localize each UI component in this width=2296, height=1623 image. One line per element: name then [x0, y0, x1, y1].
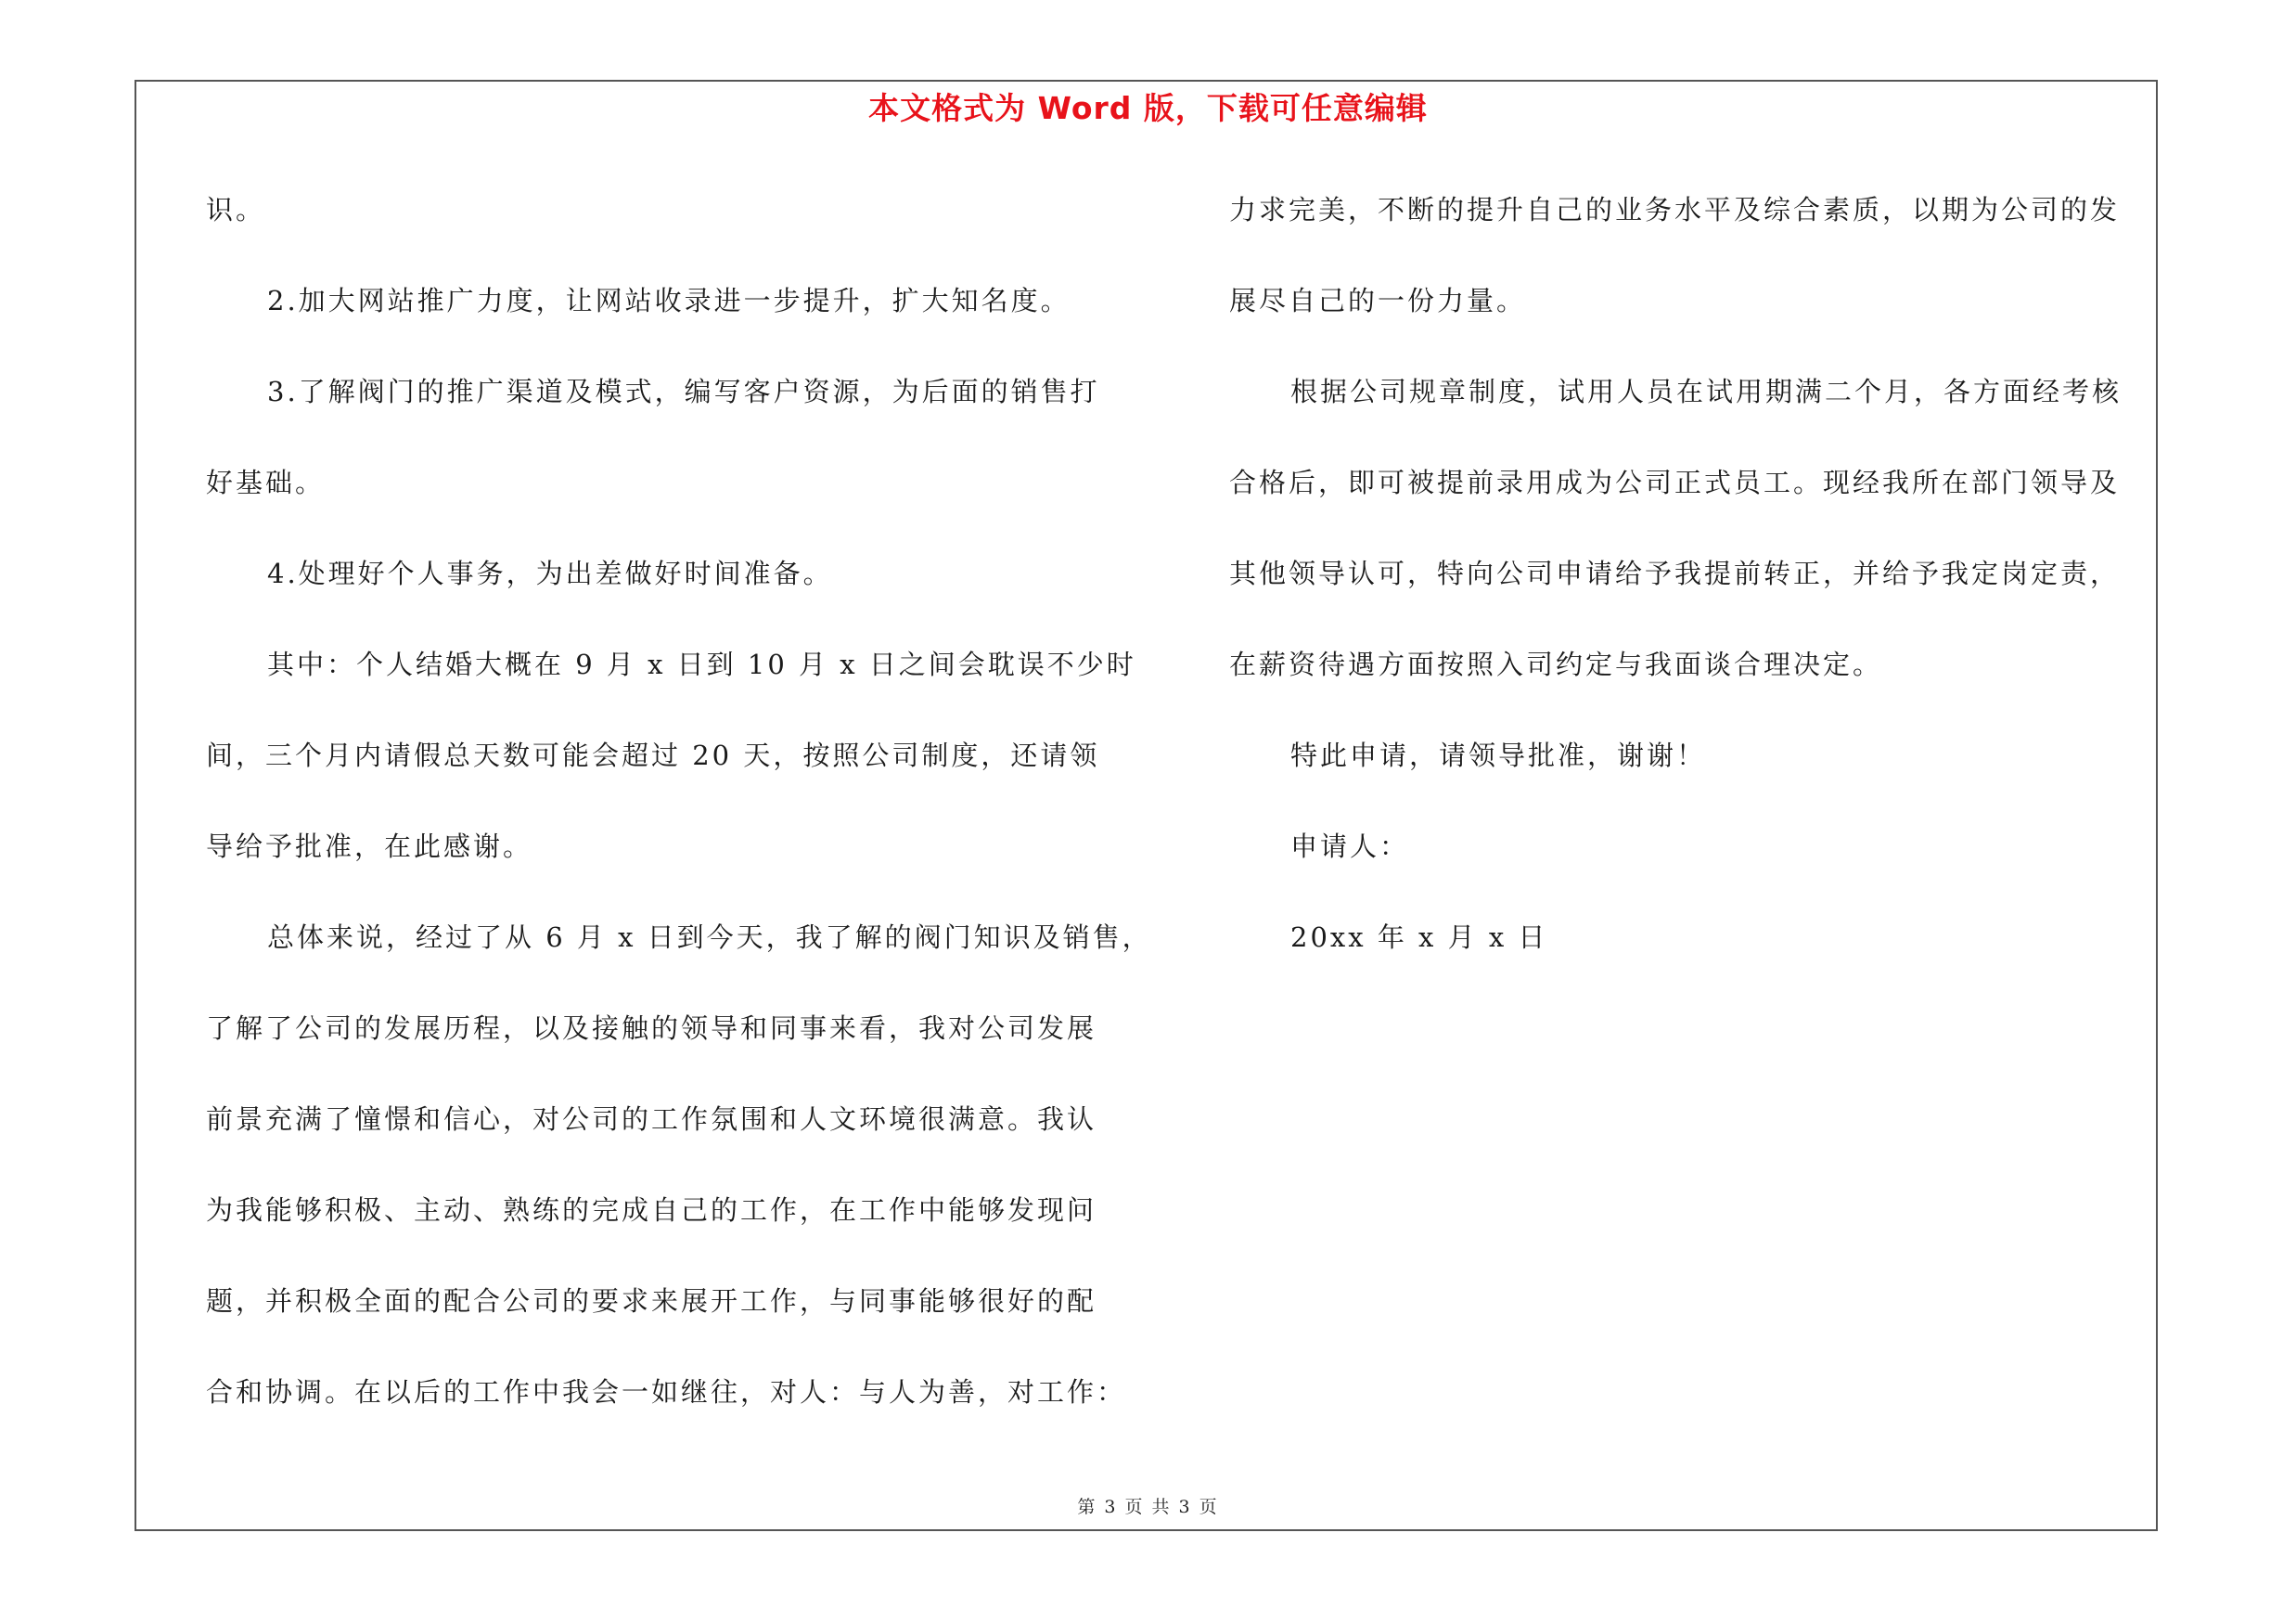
paragraph-line: 展尽自己的一份力量。 — [1229, 285, 1527, 316]
paragraph-line: 识。 — [206, 194, 266, 225]
paragraph-line: 好基础。 — [206, 467, 326, 498]
paragraph-line: 为我能够积极、主动、熟练的完成自己的工作，在工作中能够发现问 — [206, 1194, 1097, 1226]
closing-line: 特此申请，请领导批准，谢谢！ — [1290, 740, 1707, 771]
paragraph-line: 前景充满了憧憬和信心，对公司的工作氛围和人文环境很满意。我认 — [206, 1103, 1097, 1135]
paragraph-line: 合和协调。在以后的工作中我会一如继往，对人：与人为善，对工作： — [206, 1376, 1127, 1408]
paragraph-line: 了解了公司的发展历程，以及接触的领导和同事来看，我对公司发展 — [206, 1012, 1097, 1044]
paragraph-line: 题，并积极全面的配合公司的要求来展开工作，与同事能够很好的配 — [206, 1285, 1097, 1317]
applicant-label: 申请人： — [1290, 831, 1410, 862]
paragraph-line: 其他领导认可，特向公司申请给予我提前转正，并给予我定岗定责， — [1229, 558, 2121, 589]
paragraph-line: 4.处理好个人事务，为出差做好时间准备。 — [267, 558, 833, 589]
paragraph-line: 其中：个人结婚大概在 9 月 x 日到 10 月 x 日之间会耽误不少时 — [267, 649, 1136, 680]
paragraph-line: 合格后，即可被提前录用成为公司正式员工。现经我所在部门领导及 — [1229, 467, 2121, 498]
paragraph-line: 在薪资待遇方面按照入司约定与我面谈合理决定。 — [1229, 649, 1883, 680]
paragraph-line: 2.加大网站推广力度，让网站收录进一步提升，扩大知名度。 — [267, 285, 1071, 316]
paragraph-line: 力求完美，不断的提升自己的业务水平及综合素质，以期为公司的发 — [1229, 194, 2121, 225]
paragraph-line: 间，三个月内请假总天数可能会超过 20 天，按照公司制度，还请领 — [206, 740, 1100, 771]
paragraph-line: 根据公司规章制度，试用人员在试用期满二个月，各方面经考核 — [1290, 376, 2123, 407]
paragraph-line: 3.了解阀门的推广渠道及模式，编写客户资源，为后面的销售打 — [267, 376, 1100, 407]
right-column — [1229, 184, 2166, 1002]
date-line: 20xx 年 x 月 x 日 — [1290, 921, 1548, 953]
paragraph-line: 导给予批准，在此感谢。 — [206, 831, 533, 862]
page-number: 第 3 页 共 3 页 — [1077, 1497, 1219, 1517]
paragraph-line: 总体来说，经过了从 6 月 x 日到今天，我了解的阀门知识及销售， — [267, 921, 1152, 953]
header-banner: 本文格式为 Word 版，下载可任意编辑 — [868, 90, 1428, 126]
left-column — [206, 184, 1152, 1457]
